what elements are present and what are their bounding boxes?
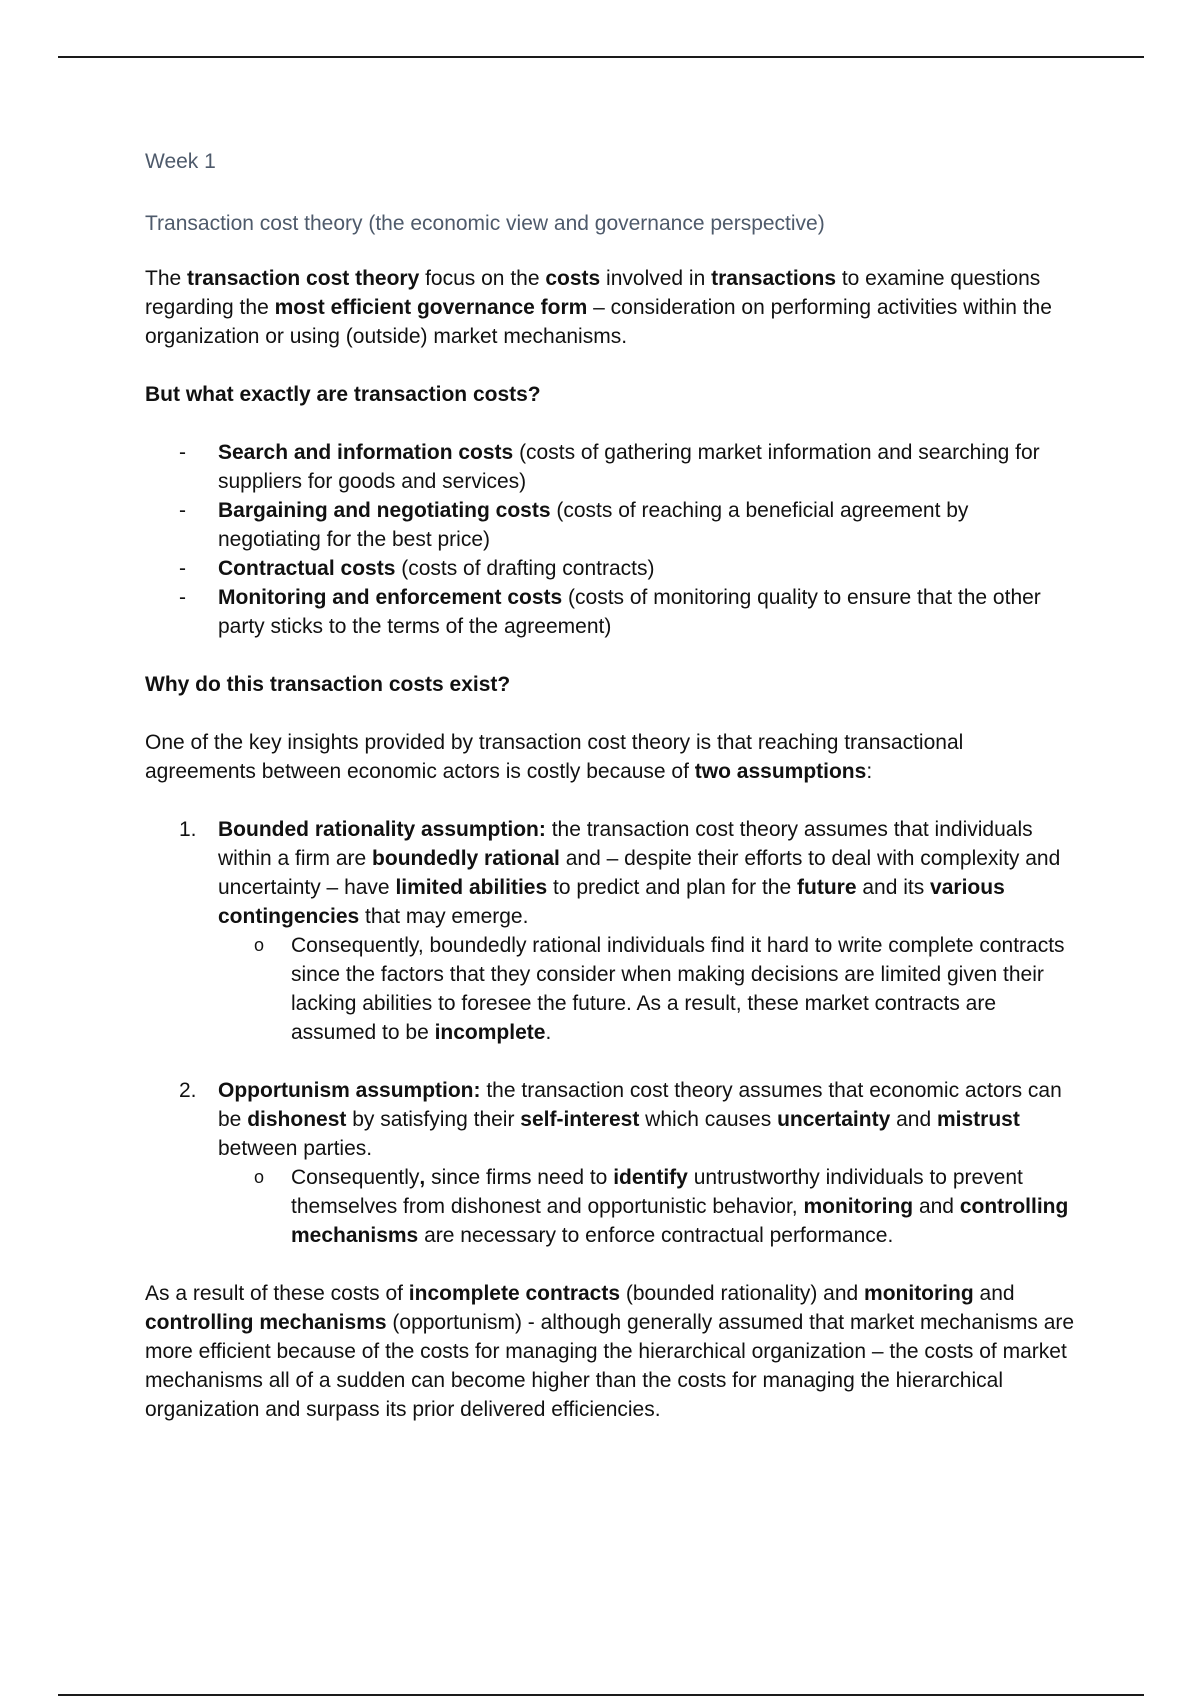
- conclusion-paragraph: [145, 1279, 1075, 1424]
- list-number: 2.: [179, 1079, 197, 1102]
- bold-run: two assumptions: [694, 760, 867, 783]
- bold-run: uncertainty: [777, 1108, 891, 1131]
- text-run: One of the key insights provided by transaction cost theory is that reaching transactional agreements between economic actors is costly because of: [145, 731, 964, 783]
- bold-run: self-interest: [520, 1108, 640, 1131]
- bold-run: Monitoring and enforcement costs: [218, 586, 563, 609]
- text-run: the transaction cost theory assumes that economic actors can be: [218, 1079, 1062, 1131]
- text-run: As a result of these costs of: [145, 1282, 409, 1305]
- bold-run: identify: [613, 1166, 688, 1189]
- bold-run: boundedly rational: [372, 847, 560, 870]
- text-run: between parties.: [218, 1137, 373, 1160]
- header-rule: [58, 56, 1144, 58]
- bullet-dash: -: [179, 557, 186, 580]
- text-run: are necessary to enforce contractual performance.: [418, 1224, 894, 1247]
- text-run: and: [890, 1108, 937, 1131]
- week-heading: Week 1: [145, 150, 216, 173]
- assumptions-list: [145, 815, 1075, 1250]
- bullet-dash: -: [179, 441, 186, 464]
- list-item-text: [218, 441, 1040, 493]
- list-item: [145, 438, 1075, 496]
- bold-run: Bounded rationality assumption:: [218, 818, 546, 841]
- bold-run: mistrust: [937, 1108, 1020, 1131]
- sub-list-item: [218, 1163, 1075, 1250]
- text-run: (bounded rationality) and: [620, 1282, 865, 1305]
- bold-run: dishonest: [247, 1108, 347, 1131]
- bold-run: incomplete: [434, 1021, 546, 1044]
- text-run: – consideration on performing activities within the organization or using (outside) market mechanisms.: [145, 296, 1052, 348]
- intro-paragraph: [145, 264, 1075, 351]
- topic-heading: Transaction cost theory (the economic view and governance perspective): [145, 212, 825, 235]
- list-item: [145, 554, 1075, 583]
- bold-run: most efficient governance form: [274, 296, 588, 319]
- text-run: (costs of drafting contracts): [395, 557, 655, 580]
- list-item-text: [218, 586, 1041, 638]
- assumption-bounded-rationality: [145, 815, 1075, 1047]
- bullet-dash: -: [179, 586, 186, 609]
- text-run: the transaction cost theory assumes that individuals within a firm are: [218, 818, 1033, 870]
- list-item: [145, 496, 1075, 554]
- bold-run: ,: [419, 1166, 426, 1189]
- assumption-text: [218, 1076, 1075, 1163]
- list-number: 1.: [179, 818, 197, 841]
- document-body: [145, 147, 1075, 1424]
- sub-list: [218, 1163, 1075, 1250]
- bold-run: monitoring: [803, 1195, 914, 1218]
- bold-run: controlling mechanisms: [145, 1311, 387, 1334]
- text-run: by satisfying their: [346, 1108, 521, 1131]
- text-run: (opportunism) - although generally assumed that market mechanisms are more efficient because of the costs for managing the hierarchical organization – the costs of market mechanisms all of a sudden can become higher than the costs for managing the hierarchical organization and surpass its prior delivered efficiencies.: [145, 1311, 1075, 1421]
- bold-run: incomplete contracts: [408, 1282, 621, 1305]
- text-run: involved in: [600, 267, 712, 290]
- text-run: and: [913, 1195, 960, 1218]
- text-run: and: [973, 1282, 1015, 1305]
- assumption-text: [218, 815, 1075, 931]
- question-why-costs-exist: Why do this transaction costs exist?: [145, 673, 511, 696]
- insight-paragraph: [145, 728, 1075, 786]
- text-run: to examine questions regarding the: [145, 267, 1041, 319]
- text-run: to predict and plan for the: [547, 876, 797, 899]
- question-what-are-costs: But what exactly are transaction costs?: [145, 383, 541, 406]
- sub-list: [218, 931, 1075, 1047]
- bold-run: transactions: [711, 267, 836, 290]
- bold-run: Contractual costs: [218, 557, 396, 580]
- text-run: and its: [856, 876, 931, 899]
- text-run: focus on the: [419, 267, 546, 290]
- text-run: that may emerge.: [359, 905, 529, 928]
- bold-run: Search and information costs: [218, 441, 514, 464]
- text-run: which causes: [639, 1108, 778, 1131]
- list-item-text: [218, 499, 968, 551]
- assumption-opportunism: [145, 1076, 1075, 1250]
- bold-run: Bargaining and negotiating costs: [218, 499, 551, 522]
- bold-run: costs: [545, 267, 601, 290]
- circle-bullet-icon: o: [254, 1167, 265, 1187]
- bold-run: monitoring: [864, 1282, 974, 1305]
- text-run: .: [545, 1021, 552, 1044]
- text-run: (costs of gathering market information and searching for suppliers for goods and services): [218, 441, 1040, 493]
- text-run: The: [145, 267, 188, 290]
- text-run: (costs of monitoring quality to ensure that the other party sticks to the terms of the agreement): [218, 586, 1041, 638]
- text-run: :: [866, 760, 873, 783]
- bold-run: Opportunism assumption:: [218, 1079, 481, 1102]
- text-run: untrustworthy individuals to prevent themselves from dishonest and opportunistic behavior,: [291, 1166, 1023, 1218]
- sub-item-text: [291, 934, 1065, 1044]
- text-run: Consequently, boundedly rational individuals find it hard to write complete contracts since the factors that they consider when making decisions are limited given their lacking abilities to foresee the future. As a result, these market contracts are assumed to be: [291, 934, 1065, 1044]
- text-run: and – despite their efforts to deal with complexity and uncertainty – have: [218, 847, 1061, 899]
- bold-run: future: [797, 876, 857, 899]
- bold-run: controlling mechanisms: [291, 1195, 1069, 1247]
- bold-run: limited abilities: [395, 876, 548, 899]
- sub-item-text: [291, 1166, 1068, 1247]
- circle-bullet-icon: o: [254, 935, 265, 955]
- text-run: (costs of reaching a beneficial agreement by negotiating for the best price): [218, 499, 969, 551]
- text-run: since firms need to: [425, 1166, 614, 1189]
- text-run: Consequently: [291, 1166, 420, 1189]
- bold-run: transaction cost theory: [187, 267, 420, 290]
- bullet-dash: -: [179, 499, 186, 522]
- bold-run: various contingencies: [218, 876, 1005, 928]
- footer-rule: [58, 1694, 1144, 1696]
- cost-types-list: [145, 438, 1075, 641]
- sub-list-item: [218, 931, 1075, 1047]
- list-item: [145, 583, 1075, 641]
- list-item-text: [218, 557, 654, 580]
